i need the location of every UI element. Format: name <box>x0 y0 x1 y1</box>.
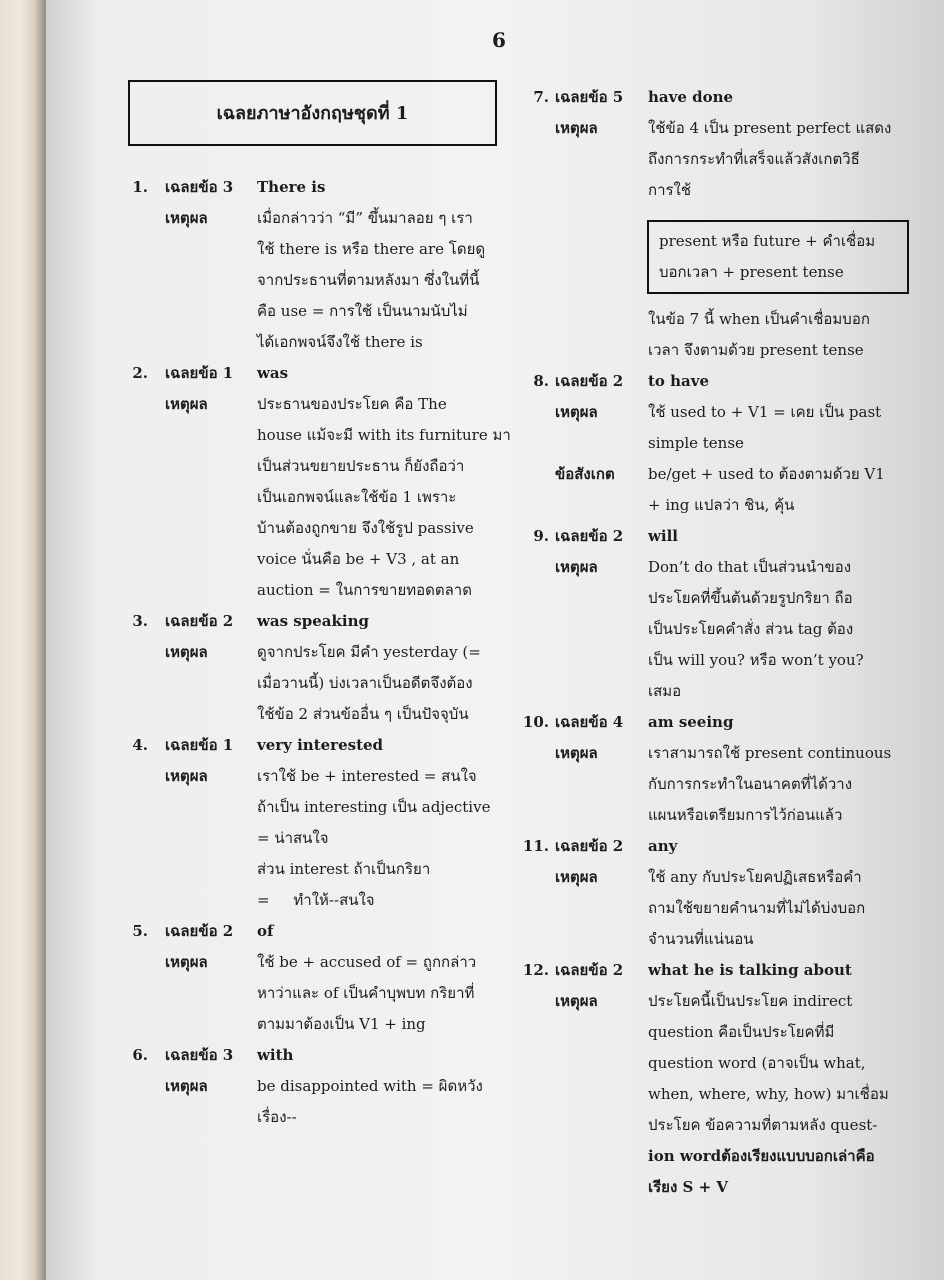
reason-line: ส่วน interest ถ้าเป็นกริยา <box>257 860 431 878</box>
reason-line: ใช้ข้อ 4 เป็น present perfect แสดง <box>648 119 892 137</box>
answer-text: am seeing <box>648 713 734 731</box>
reason-line: = น่าสนใจ <box>257 829 329 847</box>
answer-text: have done <box>648 88 734 106</box>
reason-line: ประโยคนี้เป็นประโยค indirect <box>648 992 853 1010</box>
item-number: 8. <box>533 372 549 390</box>
answer-text: was speaking <box>257 612 369 630</box>
rule-line: present หรือ future + คำเชื่อม <box>659 232 876 250</box>
reason-label: เหตุผล <box>555 558 598 576</box>
reason-line: เป็นเอกพจน์และใช้ข้อ 1 เพราะ <box>257 488 457 506</box>
answer-text: any <box>648 837 678 855</box>
answer-text: There is <box>257 178 326 196</box>
item-number: 4. <box>132 736 148 754</box>
answer-item-4 <box>120 730 505 916</box>
reason-line: ประโยคที่ขึ้นต้นด้วยรูปกริยา ถือ <box>648 589 853 607</box>
reason-line: ถามใช้ขยายคำนามที่ไม่ได้บ่งบอก <box>648 899 866 917</box>
reason-line: เสมอ <box>648 682 682 700</box>
reason-line: ใช้ used to + V1 = เคย เป็น past <box>648 403 882 421</box>
reason-label: เหตุผล <box>555 868 598 886</box>
answer-label: เฉลยข้อ 2 <box>555 837 624 855</box>
reason-line: จากประธานที่ตามหลังมา ซึ่งในที่นี้ <box>257 271 480 289</box>
answer-label: เฉลยข้อ 4 <box>555 713 624 731</box>
reason-line: ถ้าเป็น interesting เป็น adjective <box>257 798 491 816</box>
reason-line: ตามมาต้องเป็น V1 + ing <box>257 1015 426 1033</box>
reason-line: เรียง S + V <box>648 1178 729 1196</box>
reason-line: ใช้ any กับประโยคปฏิเสธหรือคำ <box>648 868 862 886</box>
reason-line: house แม้จะมี with its furniture มา <box>257 426 511 444</box>
answer-text: very interested <box>257 736 384 754</box>
reason-label: เหตุผล <box>555 992 598 1010</box>
item-number: 12. <box>522 961 549 979</box>
answer-label: เฉลยข้อ 2 <box>165 612 234 630</box>
answer-label: เฉลยข้อ 2 <box>555 961 624 979</box>
reason-label: เหตุผล <box>555 119 598 137</box>
reason-line: เวลา จึงตามด้วย present tense <box>648 341 864 359</box>
reason-line: เมื่อวานนี้) บ่งเวลาเป็นอดีตจึงต้อง <box>257 674 473 692</box>
reason-line: ion wordต้องเรียงแบบบอกเล่าคือ <box>648 1147 875 1165</box>
answer-item-8 <box>517 366 909 521</box>
rule-box <box>647 220 909 294</box>
answer-item-1 <box>120 172 505 358</box>
note-label: ข้อสังเกต <box>555 465 615 483</box>
answer-item-12 <box>517 955 909 1203</box>
answer-item-3 <box>120 606 505 730</box>
reason-line: auction = ในการขายทอดตลาด <box>257 581 472 599</box>
item-number: 9. <box>533 527 549 545</box>
reason-line: ใช้ there is หรือ there are โดยดู <box>257 240 486 258</box>
item-number: 3. <box>132 612 148 630</box>
reason-line: ได้เอกพจน์จึงใช้ there is <box>257 333 423 351</box>
reason-line: question word (อาจเป็น what, <box>648 1054 866 1072</box>
reason-line: = ทำให้--สนใจ <box>257 891 375 909</box>
answer-text: to have <box>648 372 710 390</box>
item-number: 6. <box>132 1046 148 1064</box>
answer-item-7 <box>517 82 909 206</box>
reason-label: เหตุผล <box>165 953 208 971</box>
reason-line: การใช้ <box>648 181 692 199</box>
reason-line: ประธานของประโยค คือ The <box>257 395 447 413</box>
reason-line: แผนหรือเตรียมการไว้ก่อนแล้ว <box>648 806 843 824</box>
answer-label: เฉลยข้อ 2 <box>555 372 624 390</box>
note-line: + ing แปลว่า ชิน, คุ้น <box>648 496 795 514</box>
reason-label: เหตุผล <box>165 395 208 413</box>
reason-line: กับการกระทำในอนาคตที่ได้วาง <box>648 775 853 793</box>
answer-item-6 <box>120 1040 505 1133</box>
answer-item-2 <box>120 358 511 606</box>
answer-label: เฉลยข้อ 1 <box>165 736 234 754</box>
reason-line: เราสามารถใช้ present continuous <box>648 744 892 762</box>
answer-label: เฉลยข้อ 5 <box>555 88 624 106</box>
answer-item-5 <box>120 916 505 1040</box>
reason-line: ดูจากประโยค มีคำ yesterday (= <box>257 643 481 661</box>
item-number: 2. <box>132 364 148 382</box>
answer-label: เฉลยข้อ 2 <box>165 922 234 940</box>
answer-text: was <box>257 364 289 382</box>
reason-line: จำนวนที่แน่นอน <box>648 930 754 948</box>
book-spine <box>0 0 46 1280</box>
reason-label: เหตุผล <box>165 767 208 785</box>
reason-line: เป็นส่วนขยายประธาน ก็ยังถือว่า <box>257 457 465 475</box>
answer-item-7-continued <box>517 304 909 366</box>
reason-line: บ้านต้องถูกขาย จึงใช้รูป passive <box>257 519 474 537</box>
right-column <box>517 82 909 1203</box>
reason-line: ใช้ข้อ 2 ส่วนข้ออื่น ๆ เป็นปัจจุบัน <box>257 705 469 723</box>
left-column <box>120 80 511 1133</box>
item-number: 5. <box>132 922 148 940</box>
item-number: 10. <box>522 713 549 731</box>
reason-line: เมื่อกล่าวว่า “มี” ขึ้นมาลอย ๆ เรา <box>257 209 473 227</box>
reason-line: when, where, why, how) มาเชื่อม <box>648 1085 889 1103</box>
answer-text: of <box>257 922 274 940</box>
answer-label: เฉลยข้อ 1 <box>165 364 234 382</box>
answer-item-9 <box>517 521 909 707</box>
reason-line: ถึงการกระทำที่เสร็จแล้วสังเกตวิธี <box>648 150 860 168</box>
reason-line: be disappointed with = ผิดหวัง <box>257 1077 483 1095</box>
reason-line: ใช้ be + accused of = ถูกกล่าว <box>257 953 477 971</box>
answer-item-10 <box>517 707 909 831</box>
answer-text: what he is talking about <box>648 961 852 979</box>
reason-line: เป็น will you? หรือ won’t you? <box>648 651 864 669</box>
reason-line: Don’t do that เป็นส่วนนำของ <box>648 558 852 576</box>
reason-label: เหตุผล <box>555 403 598 421</box>
item-number: 7. <box>533 88 549 106</box>
item-number: 11. <box>522 837 549 855</box>
reason-line: ในข้อ 7 นี้ when เป็นคำเชื่อมบอก <box>648 310 870 328</box>
answer-label: เฉลยข้อ 3 <box>165 178 234 196</box>
reason-label: เหตุผล <box>555 744 598 762</box>
answer-label: เฉลยข้อ 2 <box>555 527 624 545</box>
section-title: เฉลยภาษาอังกฤษชุดที่ 1 <box>128 80 497 146</box>
rule-line: บอกเวลา + present tense <box>659 263 844 281</box>
reason-line: voice นั่นคือ be + V3 , at an <box>257 550 460 568</box>
answer-label: เฉลยข้อ 3 <box>165 1046 234 1064</box>
reason-line: เรื่อง-- <box>257 1108 297 1126</box>
answer-text: with <box>257 1046 294 1064</box>
answer-text: will <box>648 527 679 545</box>
reason-line: simple tense <box>648 434 744 452</box>
page-number: 6 <box>492 28 506 52</box>
reason-label: เหตุผล <box>165 1077 208 1095</box>
reason-line: เราใช้ be + interested = สนใจ <box>257 767 477 785</box>
reason-line: question คือเป็นประโยคที่มี <box>648 1023 835 1041</box>
reason-label: เหตุผล <box>165 643 208 661</box>
reason-line: ประโยค ข้อความที่ตามหลัง quest- <box>648 1116 878 1134</box>
note-line: be/get + used to ต้องตามด้วย V1 <box>648 465 885 483</box>
reason-line: คือ use = การใช้ เป็นนามนับไม่ <box>257 302 468 320</box>
reason-line: เป็นประโยคคำสั่ง ส่วน tag ต้อง <box>648 620 854 638</box>
answer-item-11 <box>517 831 909 955</box>
item-number: 1. <box>132 178 148 196</box>
reason-line: หาว่าและ of เป็นคำบุพบท กริยาที่ <box>257 984 475 1002</box>
reason-label: เหตุผล <box>165 209 208 227</box>
